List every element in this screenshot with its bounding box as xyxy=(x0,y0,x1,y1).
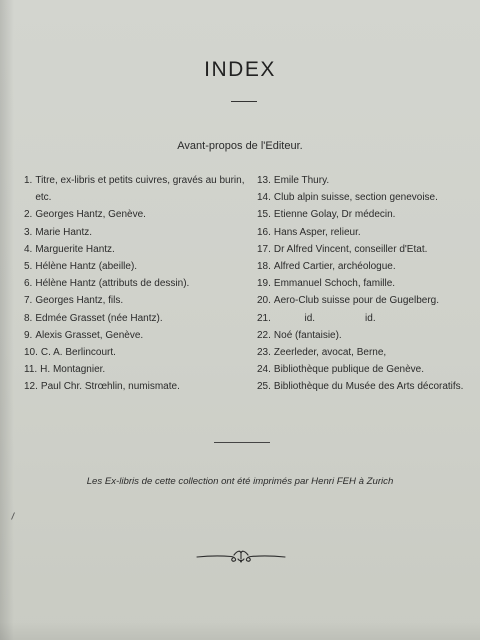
index-entry xyxy=(24,361,252,378)
margin-mark-icon xyxy=(10,512,16,520)
entry-number: 7. xyxy=(24,295,33,307)
entry-number: 24. xyxy=(257,364,271,376)
section-divider xyxy=(214,442,270,443)
index-entry xyxy=(24,378,252,395)
entry-number: 4. xyxy=(24,243,33,255)
index-entry xyxy=(24,292,252,309)
entry-text: H. Montagnier. xyxy=(40,364,106,376)
entry-text: Marie Hantz. xyxy=(35,226,93,238)
entry-number: 21. xyxy=(257,312,271,324)
foreword-entry: Avant-propos de l'Editeur. xyxy=(177,140,303,152)
entry-text: Hans Asper, relieur. xyxy=(273,226,361,238)
entry-text: Marguerite Hantz. xyxy=(35,243,115,255)
index-entry xyxy=(257,172,479,189)
entry-text: Etienne Golay, Dr médecin. xyxy=(273,209,396,221)
index-entry xyxy=(257,206,479,223)
entry-number: 25. xyxy=(257,381,271,393)
entry-number: 18. xyxy=(257,261,271,273)
entry-text: Zeerleder, avocat, Berne, xyxy=(273,347,387,359)
index-entry xyxy=(24,241,252,258)
entry-text: Alexis Grasset, Genève. xyxy=(35,329,144,341)
entry-number: 22. xyxy=(257,329,271,341)
entry-number: 2. xyxy=(24,209,33,221)
entry-number: 9. xyxy=(24,329,33,341)
entry-number: 5. xyxy=(24,261,33,273)
index-entry xyxy=(24,224,252,241)
entry-text: Paul Chr. Strœhlin, numismate. xyxy=(40,381,180,393)
entry-number: 12. xyxy=(24,381,38,393)
entry-number: 16. xyxy=(257,226,271,238)
entry-text: Bibliothèque publique de Genève. xyxy=(273,364,425,376)
entry-text: Georges Hantz, Genève. xyxy=(35,209,146,221)
entry-number: 20. xyxy=(257,295,271,307)
entry-text: Emile Thury. xyxy=(273,175,330,186)
entry-text: Dr Alfred Vincent, conseiller d'Etat. xyxy=(273,243,428,255)
title-divider xyxy=(231,101,257,102)
entry-number: 6. xyxy=(24,278,33,290)
entry-number: 13. xyxy=(257,175,271,186)
entry-text: Georges Hantz, fils. xyxy=(35,295,124,307)
entry-number: 8. xyxy=(24,312,33,324)
binding-shadow xyxy=(0,0,14,640)
entry-number: 15. xyxy=(257,209,271,221)
index-column-left xyxy=(24,172,252,396)
index-entry xyxy=(24,327,252,344)
index-entry xyxy=(24,258,252,275)
entry-text: Titre, ex-libris et petits cuivres, gravés au burin, etc. xyxy=(35,175,245,204)
entry-number: 11. xyxy=(24,364,38,376)
entry-text: Emmanuel Schoch, famille. xyxy=(273,278,396,290)
entry-number: 14. xyxy=(257,192,271,204)
entry-number: 10. xyxy=(24,347,38,359)
entry-text: id. id. xyxy=(273,312,376,324)
entry-text: Hélène Hantz (abeille). xyxy=(35,261,138,273)
index-entry xyxy=(24,172,252,206)
index-entry xyxy=(24,344,252,361)
page-bottom-edge xyxy=(0,622,480,640)
entry-text: Bibliothèque du Musée des Arts décoratifs. xyxy=(273,381,464,393)
index-entry xyxy=(257,327,479,344)
index-entry xyxy=(24,275,252,292)
index-entry xyxy=(257,378,479,395)
index-entry xyxy=(24,206,252,223)
entry-number: 19. xyxy=(257,278,271,290)
entry-text: C. A. Berlincourt. xyxy=(40,347,116,359)
page-title: INDEX xyxy=(204,58,276,81)
entry-text: Hélène Hantz (attributs de dessin). xyxy=(35,278,190,290)
index-entry xyxy=(257,224,479,241)
index-entry xyxy=(257,361,479,378)
entry-text: Aero-Club suisse pour de Gugelberg. xyxy=(273,295,439,307)
index-entry xyxy=(257,344,479,361)
index-entry xyxy=(257,189,479,206)
index-entry xyxy=(257,241,479,258)
entry-text: Noé (fantaisie). xyxy=(273,329,342,341)
entry-number: 17. xyxy=(257,243,271,255)
entry-text: Edmée Grasset (née Hantz). xyxy=(35,312,163,324)
entry-text: Club alpin suisse, section genevoise. xyxy=(273,192,438,204)
entry-number: 3. xyxy=(24,226,33,238)
index-entry xyxy=(24,310,252,327)
index-entry xyxy=(257,310,479,327)
entry-text: Alfred Cartier, archéologue. xyxy=(273,261,396,273)
index-entry xyxy=(257,292,479,309)
index-entry xyxy=(257,275,479,292)
index-entry xyxy=(257,258,479,275)
index-column-right xyxy=(257,172,479,396)
scroll-ornament-icon xyxy=(195,548,287,564)
printer-credit: Les Ex-libris de cette collection ont été imprimés par Henri FEH à Zurich xyxy=(86,476,394,487)
entry-number: 23. xyxy=(257,347,271,359)
entry-number: 1. xyxy=(24,175,33,186)
